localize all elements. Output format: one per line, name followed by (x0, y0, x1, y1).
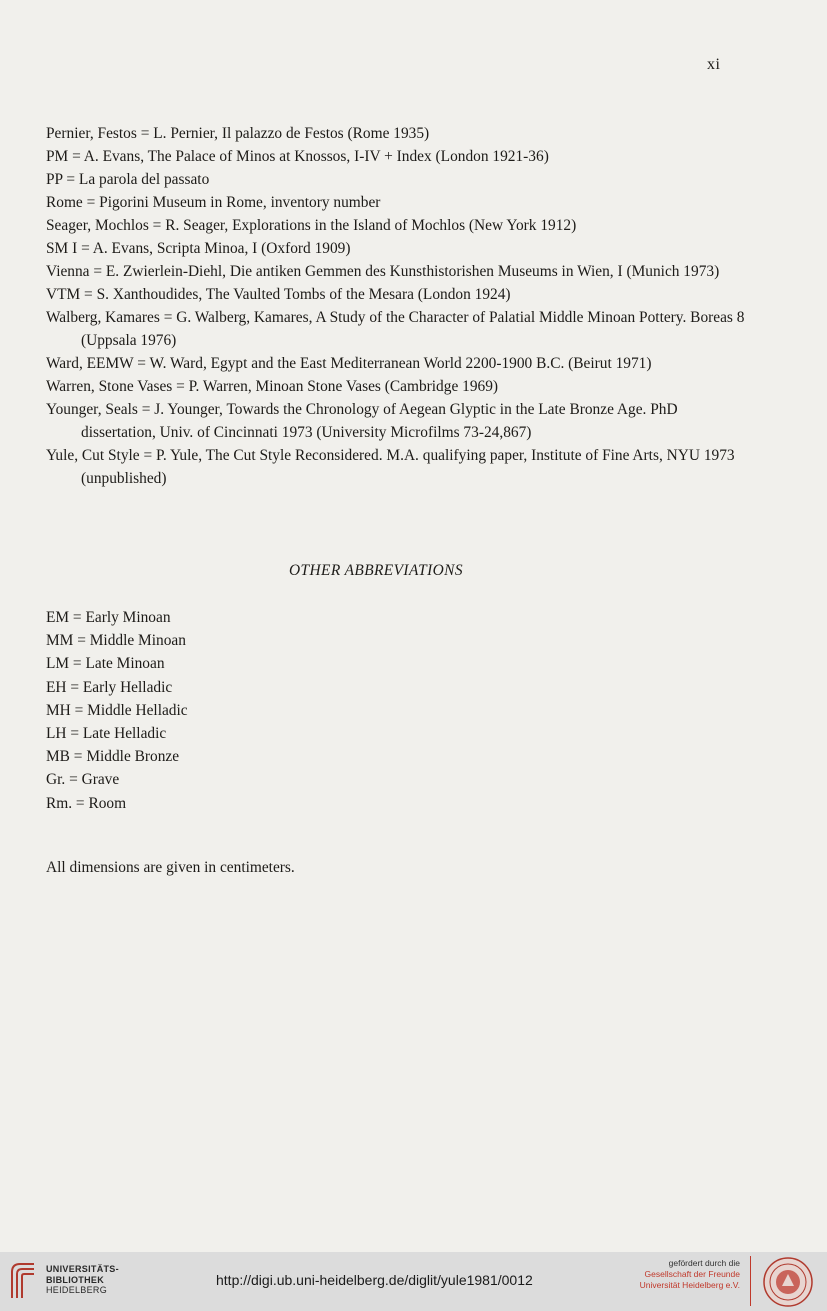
abbreviation-item: Gr. = Grave (46, 771, 120, 789)
reference-entry: PM = A. Evans, The Palace of Minos at Knossos, I-IV + Index (London 1921-36) (46, 148, 549, 165)
library-name-line: UNIVERSITÄTS- (46, 1264, 119, 1274)
reference-entry: Ward, EEMW = W. Ward, Egypt and the East Mediterranean World 2200-1900 B.C. (Beirut 1971) (46, 355, 652, 372)
permalink-url[interactable]: http://digi.ub.uni-heidelberg.de/diglit/yule1981/0012 (216, 1272, 533, 1288)
reference-entry: Younger, Seals = J. Younger, Towards the Chronology of Aegean Glyptic in the Late Bronze Age. PhD dissertation, Univ. of Cincinnati 1973 (University Microfilms 73-24,867) (46, 401, 678, 441)
reference-entry: Walberg, Kamares = G. Walberg, Kamares, A Study of the Character of Palatial Middle Minoan Pottery. Boreas 8 (Uppsala 1976) (46, 309, 745, 349)
reference-entry: Vienna = E. Zwierlein-Diehl, Die antiken Gemmen des Kunsthistorishen Museums in Wien, I (Munich 1973) (46, 263, 720, 280)
sponsor-line: Universität Heidelberg e.V. (639, 1280, 740, 1290)
sponsor-line: gefördert durch die (668, 1258, 740, 1268)
abbreviation-item: MB = Middle Bronze (46, 748, 180, 766)
abbreviation-item: LH = Late Helladic (46, 725, 167, 743)
library-name-line: HEIDELBERG (46, 1285, 108, 1295)
library-name-line: BIBLIOTHEK (46, 1274, 104, 1285)
reference-entry: SM I = A. Evans, Scripta Minoa, I (Oxford 1909) (46, 240, 351, 257)
section-heading: OTHER ABBREVIATIONS (289, 562, 463, 579)
reference-entry: PP = La parola del passato (46, 171, 210, 188)
abbreviation-item: MM = Middle Minoan (46, 632, 186, 650)
library-logo-icon (8, 1260, 38, 1300)
university-seal-icon (760, 1256, 816, 1308)
abbreviation-item: LM = Late Minoan (46, 655, 165, 673)
page-number: xi (707, 56, 721, 73)
abbreviation-item: MH = Middle Helladic (46, 701, 188, 719)
reference-entry: Pernier, Festos = L. Pernier, Il palazzo de Festos (Rome 1935) (46, 125, 430, 142)
reference-entry: Warren, Stone Vases = P. Warren, Minoan Stone Vases (Cambridge 1969) (46, 378, 499, 395)
reference-entry: Seager, Mochlos = R. Seager, Explorations in the Island of Mochlos (New York 1912) (46, 217, 577, 234)
abbreviation-list (46, 606, 188, 815)
reference-entry: Rome = Pigorini Museum in Rome, inventory number (46, 194, 381, 211)
abbreviation-item: EH = Early Helladic (46, 678, 173, 696)
digitization-footer (0, 1252, 827, 1311)
reference-entry: Yule, Cut Style = P. Yule, The Cut Style Reconsidered. M.A. qualifying paper, Institute of Fine Arts, NYU 1973 (unpublished) (46, 447, 735, 487)
reference-list (46, 122, 746, 490)
dimensions-note: All dimensions are given in centimeters. (46, 859, 295, 876)
abbreviation-item: EM = Early Minoan (46, 609, 171, 626)
abbreviation-item: Rm. = Room (46, 794, 127, 812)
footer-divider (750, 1256, 751, 1306)
sponsor-line: Gesellschaft der Freunde (644, 1269, 740, 1279)
library-name (46, 1264, 119, 1296)
sponsor-text (600, 1258, 740, 1291)
reference-entry: VTM = S. Xanthoudides, The Vaulted Tombs of the Mesara (London 1924) (46, 286, 511, 303)
